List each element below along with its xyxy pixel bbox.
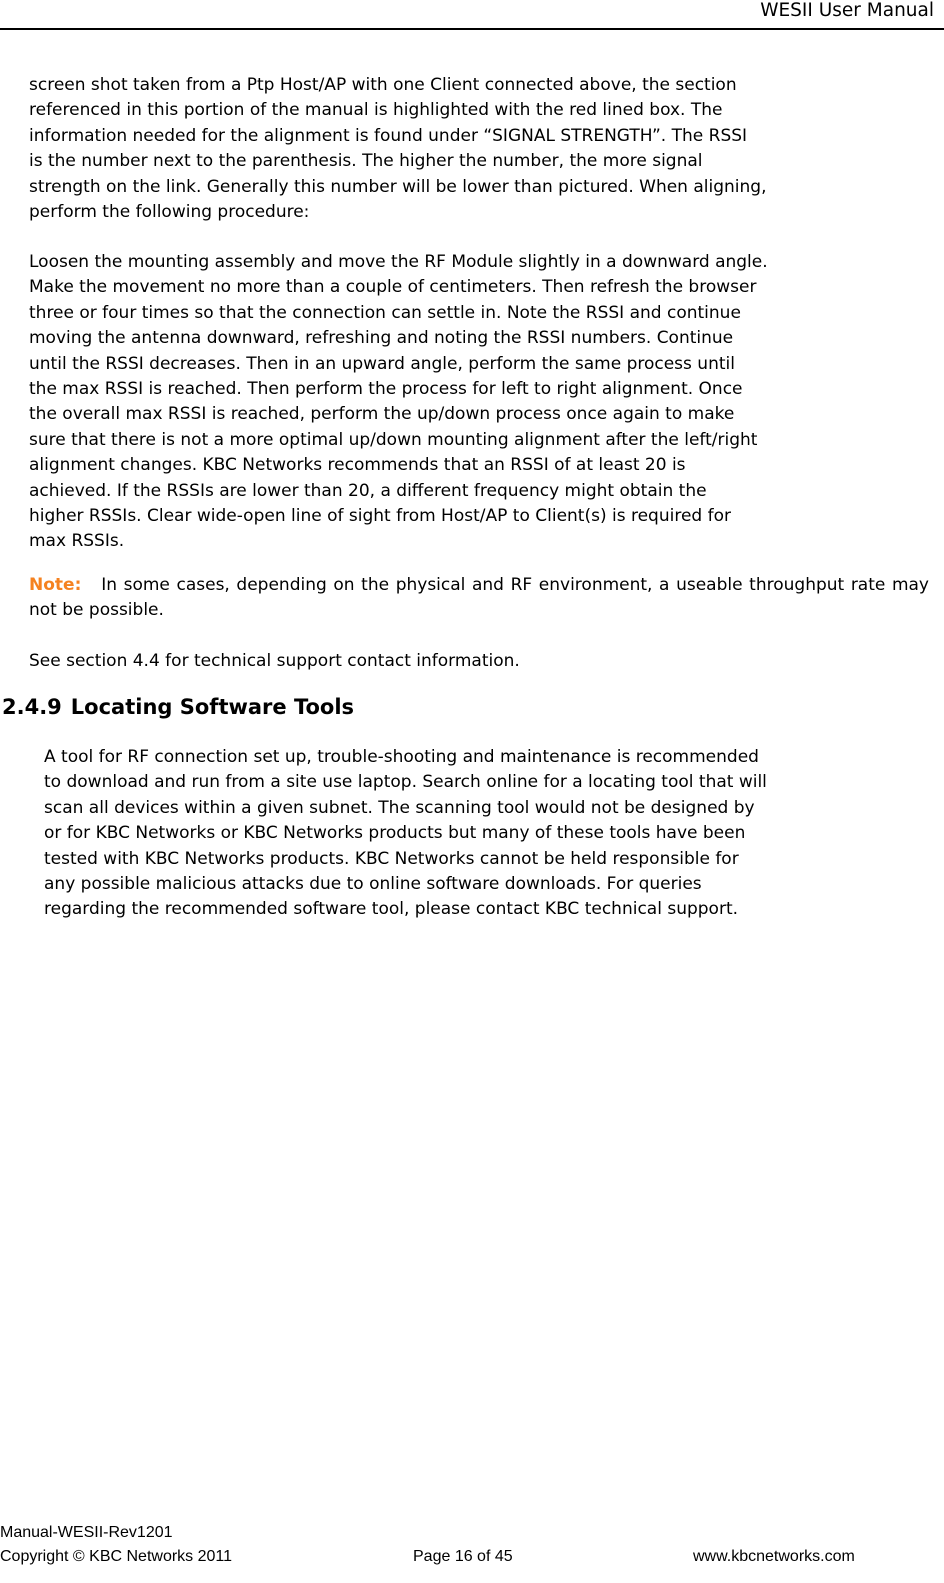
text-line: sure that there is not a more optimal up/down mounting alignment after the left/right (29, 429, 758, 450)
website-url: www.kbcnetworks.com (693, 1548, 855, 1565)
section-body-paragraph (44, 745, 767, 923)
text-line: A tool for RF connection set up, trouble-shooting and maintenance is recommended (44, 747, 759, 767)
text-line: max RSSIs. (29, 531, 125, 552)
text-line: higher RSSIs. Clear wide-open line of sight from Host/AP to Client(s) is required for (29, 505, 731, 526)
text-line: See section 4.4 for technical support contact information. (29, 651, 520, 671)
text-line: Loosen the mounting assembly and move the RF Module slightly in a downward angle. (29, 252, 768, 272)
text-line: achieved. If the RSSIs are lower than 20, a different frequency might obtain the (29, 480, 707, 501)
note-paragraph (29, 573, 929, 624)
text-line: scan all devices within a given subnet. The scanning tool would not be designed by (44, 797, 755, 818)
text-line: until the RSSI decreases. Then in an upward angle, perform the same process until (29, 353, 735, 374)
text-line: any possible malicious attacks due to online software downloads. For queries (44, 873, 702, 894)
text-line: strength on the link. Generally this number will be lower than pictured. When aligning, (29, 176, 767, 197)
text-line: referenced in this portion of the manual is highlighted with the red lined box. The (29, 100, 723, 121)
page-footer (0, 1522, 944, 1572)
header-divider (0, 28, 944, 30)
text-line: alignment changes. KBC Networks recommends that an RSSI of at least 20 is (29, 455, 686, 476)
text-line: three or four times so that the connection can settle in. Note the RSSI and continue (29, 302, 741, 323)
text-line: perform the following procedure: (29, 201, 310, 222)
text-line: regarding the recommended software tool, please contact KBC technical support. (44, 899, 739, 920)
note-text: In some cases, depending on the physical and RF environment, a useable throughput rate may not be possible. (29, 575, 929, 621)
section-heading (2, 694, 354, 720)
document-id: Manual-WESII-Rev1201 (0, 1524, 173, 1541)
text-line: to download and run from a site use laptop. Search online for a locating tool that will (44, 772, 767, 793)
page-number: Page 16 of 45 (413, 1548, 513, 1565)
text-line: the max RSSI is reached. Then perform the process for left to right alignment. Once (29, 378, 743, 399)
copyright-notice: Copyright © KBC Networks 2011 (0, 1548, 233, 1565)
text-line: Make the movement no more than a couple of centimeters. Then refresh the browser (29, 277, 757, 298)
text-line: moving the antenna downward, refreshing and noting the RSSI numbers. Continue (29, 328, 734, 349)
alignment-procedure-paragraph (29, 250, 768, 555)
text-line: screen shot taken from a Ptp Host/AP with one Client connected above, the section (29, 75, 737, 95)
text-line: information needed for the alignment is found under “SIGNAL STRENGTH”. The RSSI (29, 125, 748, 146)
note-label: Note: (29, 575, 82, 595)
text-line: tested with KBC Networks products. KBC Networks cannot be held responsible for (44, 848, 739, 869)
text-line: or for KBC Networks or KBC Networks products but many of these tools have been (44, 823, 746, 844)
text-line: is the number next to the parenthesis. The higher the number, the more signal (29, 151, 703, 172)
alignment-intro-paragraph (29, 73, 766, 225)
section-number: 2.4.9 (2, 695, 62, 719)
section-title: Locating Software Tools (70, 695, 355, 719)
document-title: WESII User Manual (760, 0, 934, 21)
support-reference-paragraph (29, 649, 520, 674)
text-line: the overall max RSSI is reached, perform the up/down process once again to make (29, 404, 735, 425)
